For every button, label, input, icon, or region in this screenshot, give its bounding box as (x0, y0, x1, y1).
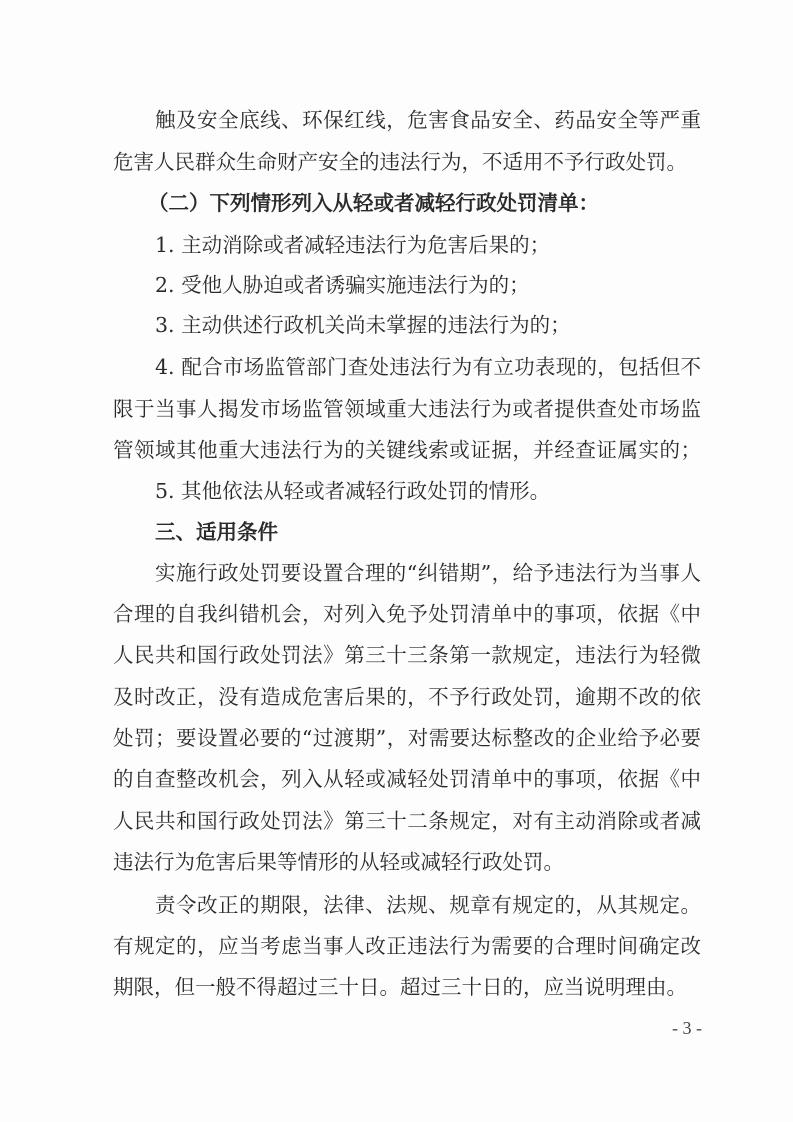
list-item: 4. 配合市场监管部门查处违法行为有立功表现的，包括但不 (155, 355, 701, 379)
section-heading: 三、适用条件 (155, 520, 278, 544)
list-item-continuation: 限于当事人揭发市场监管领域重大违法行为或者提供查处市场监 (113, 397, 701, 421)
paragraph-line: 合理的自我纠错机会，对列入免予处罚清单中的事项，依据《中 (113, 602, 701, 626)
paragraph-line: 责令改正的期限，法律、法规、规章有规定的，从其规定。 (155, 893, 701, 917)
list-item: 3. 主动供述行政机关尚未掌握的违法行为的； (155, 313, 571, 337)
page-number: - 3 - (672, 1018, 702, 1038)
section-subheading: （二）下列情形列入从轻或者减轻行政处罚清单： (148, 191, 599, 215)
paragraph-line: 人民共和国行政处罚法》第三十二条规定，对有主动消除或者减 (113, 809, 701, 833)
paragraph-line: 违法行为危害后果等情形的从轻或减轻行政处罚。 (113, 850, 564, 874)
list-item: 2. 受他人胁迫或者诱骗实施违法行为的； (155, 273, 530, 297)
paragraph-line: 处罚；要设置必要的“过渡期”，对需要达标整改的企业给予必要 (113, 726, 701, 750)
paragraph-line: 有规定的，应当考虑当事人改正违法行为需要的合理时间确定改 (113, 934, 701, 958)
paragraph-line: 实施行政处罚要设置合理的“纠错期”，给予违法行为当事人 (155, 561, 701, 585)
list-item: 5. 其他依法从轻或者减轻行政处罚的情形。 (155, 479, 551, 503)
paragraph-line: 人民共和国行政处罚法》第三十三条第一款规定，违法行为轻微 (113, 643, 701, 667)
paragraph-line: 触及安全底线、环保红线，危害食品安全、药品安全等严重 (155, 108, 701, 132)
paragraph-line: 的自查整改机会，列入从轻或减轻处罚清单中的事项，依据《中 (113, 767, 701, 791)
paragraph-line: 及时改正，没有造成危害后果的，不予行政处罚，逾期不改的依 (113, 685, 701, 709)
list-item: 1. 主动消除或者减轻违法行为危害后果的； (155, 233, 551, 257)
list-item-continuation: 管领域其他重大违法行为的关键线索或证据，并经查证属实的； (113, 438, 701, 462)
paragraph-line: 危害人民群众生命财产安全的违法行为，不适用不予行政处罚。 (113, 150, 687, 174)
paragraph-line: 期限，但一般不得超过三十日。超过三十日的，应当说明理由。 (113, 975, 687, 999)
